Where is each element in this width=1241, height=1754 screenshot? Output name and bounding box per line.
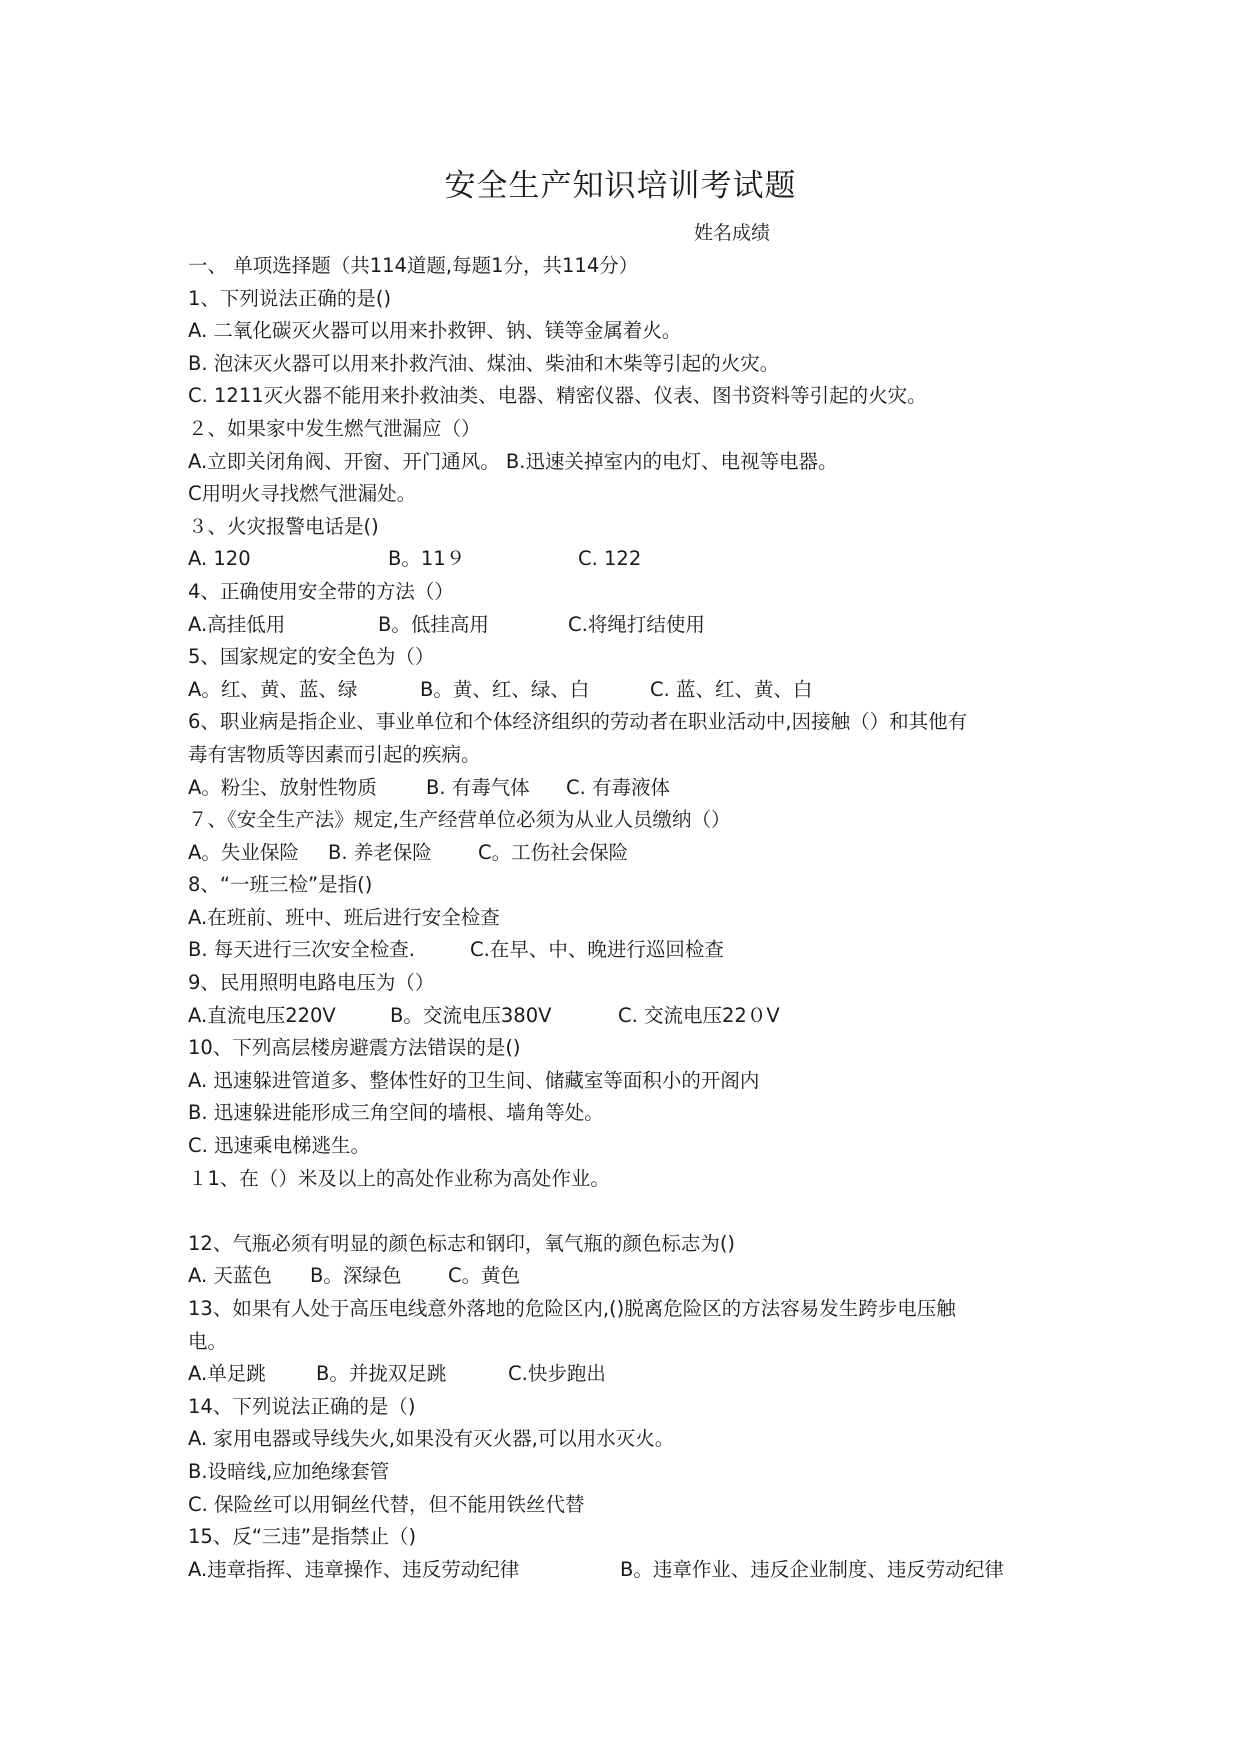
option-b: B.设暗线,应加绝缘套管 <box>188 1459 390 1483</box>
name-score-label: 姓名成绩 <box>694 222 771 244</box>
option-c: C。工伤社会保险 <box>478 840 629 864</box>
option-row <box>188 543 1068 576</box>
option-row <box>188 837 1068 870</box>
option-row <box>188 1260 1068 1293</box>
question-stem: 8、“一班三检”是指() <box>188 873 373 897</box>
option-a: A. 迅速躲进管道多、整体性好的卫生间、储藏室等面积小的开阁内 <box>188 1068 760 1092</box>
question-stem: 6、职业病是指企业、事业单位和个体经济组织的劳动者在职业活动中,因接触（）和其他有 <box>188 710 968 734</box>
option-a: A。失业保险 <box>188 840 299 864</box>
option-row <box>188 934 1068 967</box>
option-b: B。低挂高用 <box>378 612 489 636</box>
question-stem: ３、火灾报警电话是() <box>188 514 379 538</box>
option-row <box>188 446 1068 479</box>
question-stem-continued: 毒有害物质等因素而引起的疾病。 <box>188 742 481 766</box>
option-c: C.快步跑出 <box>508 1362 606 1386</box>
question-stem: 5、国家规定的安全色为（） <box>188 645 435 669</box>
option-c: C。黄色 <box>448 1264 521 1288</box>
option-c: C. 交流电压22０V <box>618 1003 780 1027</box>
question-stem: ２、如果家中发生燃气泄漏应（） <box>188 416 481 440</box>
question-stem-continued: 电。 <box>188 1329 228 1353</box>
question-stem: 12、气瓶必须有明显的颜色标志和钢印，氧气瓶的颜色标志为() <box>188 1231 736 1255</box>
question-stem: １1、在（）米及以上的高处作业称为高处作业。 <box>188 1166 610 1190</box>
option-a: A. 家用电器或导线失火,如果没有灭火器,可以用水灭火。 <box>188 1427 675 1451</box>
option-c: C. 1211灭火器不能用来扑救油类、电器、精密仪器、仪表、图书资料等引起的火灾。 <box>188 384 927 408</box>
option-a: A. 120 <box>188 547 251 571</box>
exam-body <box>188 250 1068 1586</box>
option-a: A.直流电压220V <box>188 1003 336 1027</box>
option-b: B。违章作业、违反企业制度、违反劳动纪律 <box>620 1557 1004 1581</box>
option-a: A.高挂低用 <box>188 612 286 636</box>
option-b: B。并拢双足跳 <box>316 1362 447 1386</box>
option-b: B. 养老保险 <box>328 840 432 864</box>
question-stem: ７、《安全生产法》规定,生产经营单位必须为从业人员缴纳（） <box>188 808 731 832</box>
section-heading: 一、 单项选择题（共114道题,每题1分，共114分） <box>188 254 639 277</box>
option-a: A.违章指挥、违章操作、违反劳动纪律 <box>188 1557 520 1581</box>
question-stem: 4、正确使用安全带的方法（） <box>188 579 454 603</box>
option-b: B. 有毒气体 <box>426 775 530 799</box>
option-row <box>188 674 1068 707</box>
option-b: B。交流电压380V <box>390 1003 552 1027</box>
option-a: A. 天蓝色 <box>188 1264 272 1288</box>
question-stem: 13、如果有人处于高压电线意外落地的危险区内,()脱离危险区的方法容易发生跨步电压触 <box>188 1297 956 1320</box>
question-stem: 9、民用照明电路电压为（） <box>188 971 435 995</box>
option-a: A.单足跳 <box>188 1362 266 1386</box>
option-b: B。11９ <box>388 547 466 571</box>
option-b: B. 每天进行三次安全检查. <box>188 938 415 962</box>
option-row <box>188 1554 1068 1587</box>
option-c: C. 蓝、红、黄、白 <box>650 677 813 701</box>
option-b: B. 迅速躲进能形成三角空间的墙根、墙角等处。 <box>188 1101 604 1125</box>
option-row <box>188 772 1068 805</box>
question-stem: 10、下列高层楼房避震方法错误的是() <box>188 1036 521 1060</box>
option-a: A.立即关闭角阀、开窗、开门通风。 <box>188 449 500 473</box>
option-b: B。黄、红、绿、白 <box>420 677 590 701</box>
option-row <box>188 1000 1068 1033</box>
option-a: A。粉尘、放射性物质 <box>188 775 377 799</box>
option-c: C. 122 <box>578 547 642 571</box>
option-row <box>188 609 1068 642</box>
question-stem: 1、下列说法正确的是() <box>188 286 392 310</box>
option-row <box>188 1358 1068 1391</box>
option-c: C. 迅速乘电梯逃生。 <box>188 1134 371 1158</box>
option-a: A.在班前、班中、班后进行安全检查 <box>188 905 500 929</box>
option-c: C.在早、中、晚进行巡回检查 <box>470 938 724 962</box>
question-stem: 14、下列说法正确的是（) <box>188 1394 416 1418</box>
option-b: B。深绿色 <box>310 1264 402 1288</box>
option-b: B.迅速关掉室内的电灯、电视等电器。 <box>505 449 838 473</box>
option-c: C. 保险丝可以用铜丝代替，但不能用铁丝代替 <box>188 1492 585 1516</box>
page-title: 安全生产知识培训考试题 <box>444 168 797 204</box>
option-c: C用明火寻找燃气泄漏处。 <box>188 482 417 506</box>
option-b: B. 泡沫灭火器可以用来扑救汽油、煤油、柴油和木柴等引起的火灾。 <box>188 351 780 375</box>
option-a: A. 二氧化碳灭火器可以用来扑救钾、钠、镁等金属着火。 <box>188 319 682 343</box>
option-c: C.将绳打结使用 <box>568 612 705 636</box>
question-stem: 15、反“三违”是指禁止（) <box>188 1525 417 1549</box>
option-a: A。红、黄、蓝、绿 <box>188 677 358 701</box>
option-c: C. 有毒液体 <box>566 775 671 799</box>
blank-line <box>188 1195 1068 1228</box>
